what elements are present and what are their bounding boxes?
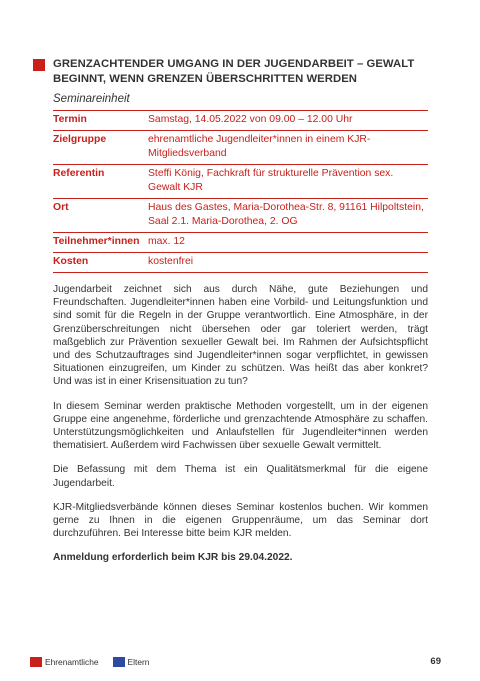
info-value: Haus des Gastes, Maria-Dorothea-Str. 8, 91161 Hilpoltstein, Saal 2.1. Maria-Dorothea, 2. OG bbox=[148, 202, 424, 227]
info-label: Kosten bbox=[53, 256, 89, 267]
info-label: Teilnehmer*innen bbox=[53, 236, 140, 247]
info-value: Samstag, 14.05.2022 von 09.00 – 12.00 Uhr bbox=[148, 114, 353, 125]
legend-swatch bbox=[30, 657, 42, 667]
info-value: kostenfrei bbox=[148, 256, 194, 267]
info-row-kosten bbox=[53, 252, 428, 273]
title-marker bbox=[33, 59, 45, 71]
paragraph: KJR-Mitgliedsverbände können dieses Seminar kostenlos buchen. Wir kommen gerne zu Ihnen in die eigenen Gruppenräume, um das Seminar dort durchzuführen. Bei Interesse bitte beim KJR melden. bbox=[53, 501, 428, 540]
page-number: 69 bbox=[430, 656, 441, 667]
legend-item-ehrenamtliche bbox=[30, 657, 99, 667]
subtitle: Seminareinheit bbox=[53, 93, 130, 105]
page-title: GRENZACHTENDER UMGANG IN DER JUGENDARBEIT – GEWALT BEGINNT, WENN GRENZEN ÜBERSCHRITTEN WERDEN bbox=[53, 58, 415, 85]
legend-label: Ehrenamtliche bbox=[45, 657, 99, 667]
info-row-teilnehmer bbox=[53, 232, 428, 252]
info-value: Steffi König, Fachkraft für strukturelle Prävention sex. Gewalt KJR bbox=[148, 168, 394, 193]
info-label: Referentin bbox=[53, 168, 105, 179]
legend-swatch bbox=[113, 657, 125, 667]
body-text bbox=[53, 283, 428, 576]
paragraph: Die Befassung mit dem Thema ist ein Qualitätsmerkmal für die eigene Jugendarbeit. bbox=[53, 464, 428, 489]
legend-item-eltern bbox=[113, 657, 150, 667]
info-table bbox=[53, 110, 428, 273]
info-label: Termin bbox=[53, 114, 87, 125]
paragraph: Jugendarbeit zeichnet sich aus durch Nähe, gute Beziehungen und Freundschaften. Jugendleiter*innen haben eine Vorbild- und Leitungsfunktion und sind somit für die Regeln in der Gruppe verantwortlich. Eine Atmosphäre, in der Grenzüberschreitungen nicht übersehen oder gar toleriert werden, trägt maßgeblich zur Prävention sexueller Gewalt bei. Im Rahmen der Aufsichtspflicht und des Schutzauftrages sind Jugendleiter*innen sogar verpflichtet, in gewissen Situationen einzugreifen, um Kinder zu schützen. Was heißt das aber konkret? Und was ist in einer Krisensituation zu tun? bbox=[53, 284, 428, 388]
registration-note: Anmeldung erforderlich beim KJR bis 29.04.2022. bbox=[53, 552, 293, 564]
info-label: Zielgruppe bbox=[53, 134, 107, 145]
info-row-referentin bbox=[53, 164, 428, 198]
info-row-termin bbox=[53, 110, 428, 130]
info-label: Ort bbox=[53, 202, 69, 213]
paragraph: In diesem Seminar werden praktische Methoden vorgestellt, um in der eigenen Gruppe eine angenehme, förderliche und grenzachtende Atmosphäre zu schaffen. Unterstützungsmöglichkeiten und Anlaufstellen für Jugendleiter*innen werden thematisiert. Außerdem wird Fachwissen über sexuelle Gewalt vermittelt. bbox=[53, 400, 428, 452]
info-row-ort bbox=[53, 198, 428, 232]
info-row-zielgruppe bbox=[53, 130, 428, 164]
legend-label: Eltern bbox=[127, 657, 150, 667]
info-value: ehrenamtliche Jugendleiter*innen in einem KJR-Mitgliedsverband bbox=[148, 134, 371, 159]
legend bbox=[30, 657, 163, 667]
info-value: max. 12 bbox=[148, 236, 185, 247]
